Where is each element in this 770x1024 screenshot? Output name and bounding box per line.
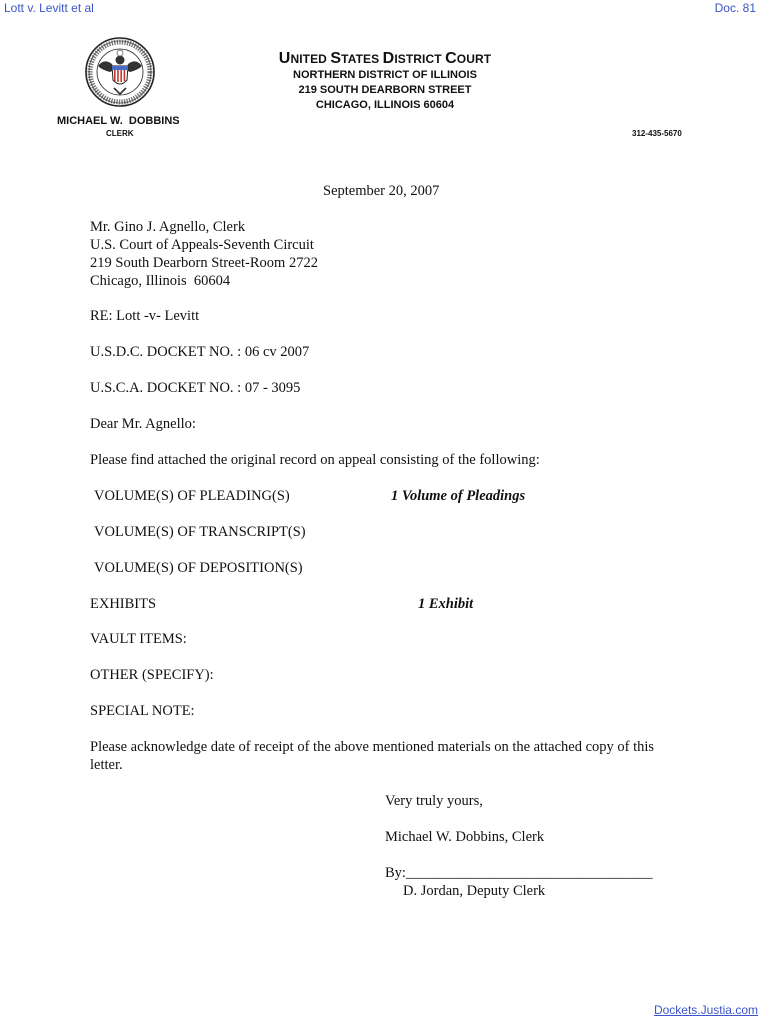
pleadings-label: VOLUME(S) OF PLEADING(S) [94,488,290,504]
usdc-docket: U.S.D.C. DOCKET NO. : 06 cv 2007 [90,344,310,360]
court-city: CHICAGO, ILLINOIS 60604 [315,99,455,111]
document-number-link[interactable]: Doc. 81 [714,1,756,15]
signer-name: Michael W. Dobbins, Clerk [385,829,545,845]
signature-line: By:__________________________________ [385,865,653,881]
case-title-link[interactable]: Lott v. Levitt et al [4,1,94,15]
re-line: RE: Lott -v- Levitt [90,308,200,324]
salutation: Dear Mr. Agnello: [90,416,196,432]
acknowledge-paragraph: Please acknowledge date of receipt of the above mentioned materials on the attached copy of this [90,739,655,755]
vault-items-label: VAULT ITEMS: [90,631,187,647]
clerk-title: CLERK [106,129,134,138]
letter-date: September 20, 2007 [323,183,440,199]
depositions-label: VOLUME(S) OF DEPOSITION(S) [94,560,303,576]
recipient-line: U.S. Court of Appeals-Seventh Circuit [90,237,314,253]
exhibits-label: EXHIBITS [90,596,157,612]
court-name: UNITED STATES DISTRICT COURT [278,50,492,67]
deputy-clerk: D. Jordan, Deputy Clerk [403,883,546,899]
intro-paragraph: Please find attached the original record on appeal consisting of the following: [90,452,540,468]
court-phone: 312-435-5670 [632,129,682,138]
pleadings-value: 1 Volume of Pleadings [391,488,526,504]
clerk-name: MICHAEL W. DOBBINS [57,115,180,127]
acknowledge-paragraph-end: letter. [90,757,123,773]
other-label: OTHER (SPECIFY): [90,667,214,683]
recipient-line: 219 South Dearborn Street-Room 2722 [90,255,318,271]
court-letterhead [200,50,570,113]
recipient-line: Mr. Gino J. Agnello, Clerk [90,219,246,235]
exhibits-value: 1 Exhibit [418,596,474,612]
court-district: NORTHERN DISTRICT OF ILLINOIS [293,69,477,81]
special-note-label: SPECIAL NOTE: [90,703,195,719]
court-seal-icon [84,36,156,108]
justia-footer-link[interactable]: Dockets.Justia.com [653,1003,758,1017]
usca-docket: U.S.C.A. DOCKET NO. : 07 - 3095 [90,380,301,396]
closing: Very truly yours, [385,793,483,809]
transcripts-label: VOLUME(S) OF TRANSCRIPT(S) [94,524,306,540]
recipient-line: Chicago, Illinois 60604 [90,273,231,289]
court-street: 219 SOUTH DEARBORN STREET [298,84,472,96]
